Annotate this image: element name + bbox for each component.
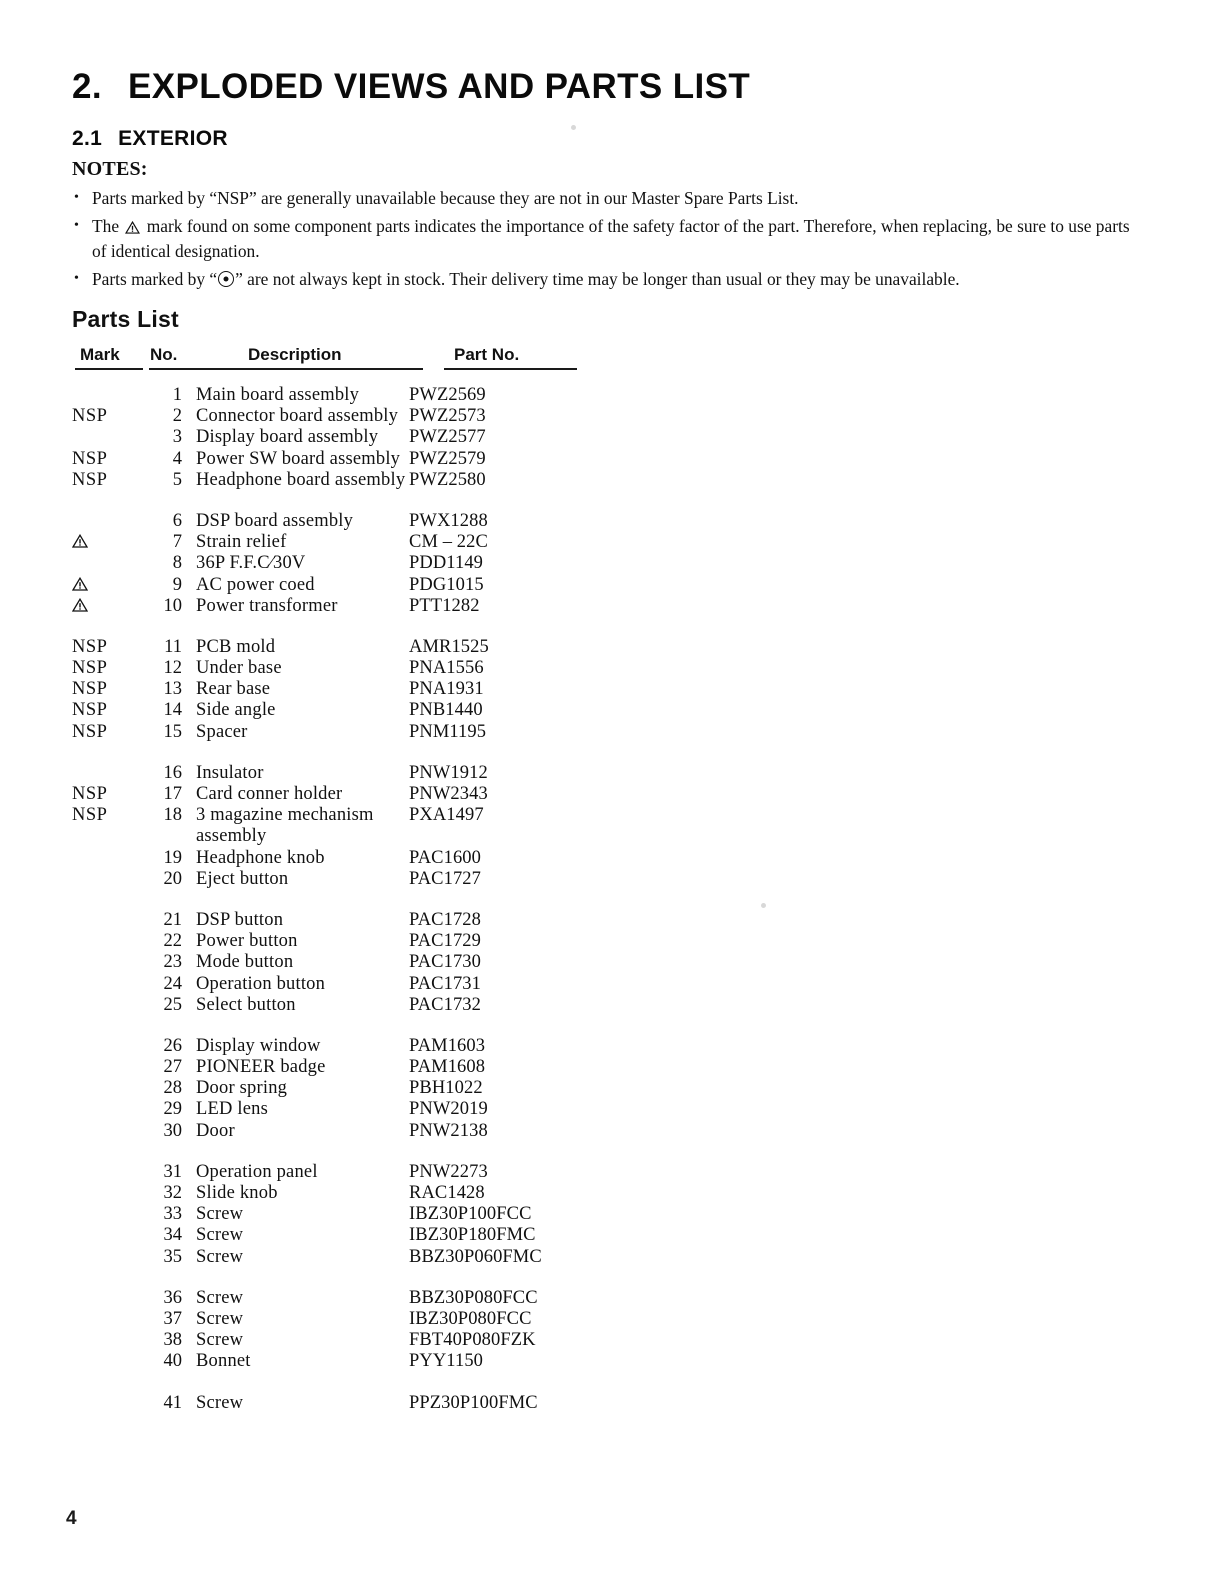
cell-description: DSP button: [196, 909, 284, 930]
note-safety: [72, 214, 1142, 264]
cell-no: 29: [163, 1099, 182, 1120]
cell-no: 13: [163, 679, 182, 700]
cell-description: Main board assembly: [196, 385, 360, 405]
cell-part-no: PAC1729: [409, 931, 481, 952]
cell-part-no: PWX1288: [409, 510, 488, 531]
cell-no: 2: [172, 406, 182, 427]
cell-description-continued: assembly: [196, 826, 267, 847]
cell-description: Screw: [196, 1287, 244, 1308]
cell-description: Eject button: [196, 868, 289, 889]
cell-description: 3 magazine mechanism: [196, 805, 374, 826]
cell-no: 15: [163, 721, 182, 742]
table-row-group: [72, 1393, 632, 1414]
cell-no: 37: [163, 1308, 182, 1329]
cell-description: 36P F.F.C⁄30V: [196, 553, 306, 574]
table-row: [72, 385, 632, 406]
table-row: [72, 931, 632, 952]
cell-part-no: PAC1600: [409, 847, 481, 868]
page-title: [72, 67, 750, 107]
cell-no: 22: [163, 931, 182, 952]
mark-text: NSP: [72, 658, 108, 679]
cell-part-no: PAC1730: [409, 952, 481, 973]
cell-mark: [72, 637, 144, 658]
bullet-icon: •: [74, 218, 79, 233]
mark-text: NSP: [72, 469, 108, 490]
column-header-description: Description: [248, 345, 342, 364]
table-row: [72, 596, 632, 617]
cell-part-no: RAC1428: [409, 1183, 485, 1203]
cell-no: 34: [163, 1225, 182, 1246]
table-row: [72, 995, 632, 1016]
table-row: [72, 449, 632, 470]
section-text: EXTERIOR: [118, 127, 228, 151]
cell-description: Screw: [196, 1308, 244, 1329]
cell-mark: [72, 784, 144, 805]
cell-no: 11: [164, 636, 182, 657]
mark-text: NSP: [72, 448, 108, 469]
cell-description: Rear base: [196, 679, 271, 700]
table-row: [72, 974, 632, 995]
cell-mark: [72, 700, 144, 721]
page-number: 4: [66, 1508, 77, 1529]
cell-mark: [72, 596, 144, 617]
cell-description: Screw: [196, 1225, 244, 1246]
cell-description: Door spring: [196, 1078, 288, 1099]
cell-no: 10: [163, 595, 182, 616]
cell-description: Slide knob: [196, 1183, 278, 1203]
table-row: [72, 427, 632, 448]
cell-part-no: PXA1497: [409, 805, 484, 826]
cell-no: 17: [163, 784, 182, 804]
table-row: [72, 1288, 632, 1309]
table-row: [72, 1204, 632, 1225]
table-row: [72, 532, 632, 553]
cell-no: 5: [172, 469, 182, 490]
table-row-continuation: [72, 826, 632, 847]
table-row-group: [72, 910, 632, 1016]
table-row: [72, 575, 632, 596]
cell-description: Screw: [196, 1246, 244, 1267]
cell-no: 40: [163, 1351, 182, 1372]
mark-text: NSP: [72, 784, 108, 804]
table-row: [72, 1183, 632, 1204]
table-row: [72, 1247, 632, 1268]
cell-no: 33: [163, 1204, 182, 1225]
cell-description: Select button: [196, 994, 296, 1015]
cell-part-no: PNW1912: [409, 762, 488, 783]
cell-part-no: PTT1282: [409, 595, 480, 616]
cell-part-no: PAM1603: [409, 1035, 486, 1056]
cell-part-no: IBZ30P180FMC: [409, 1225, 536, 1246]
cell-mark: [72, 679, 144, 700]
page-title-number: 2.: [72, 67, 102, 107]
table-row-group: [72, 385, 632, 491]
cell-mark: [72, 575, 144, 596]
cell-part-no: PNA1931: [409, 679, 484, 700]
table-row: [72, 869, 632, 890]
cell-description: Spacer: [196, 721, 248, 742]
cell-mark: [72, 532, 144, 553]
cell-no: 20: [163, 868, 182, 889]
table-row: [72, 637, 632, 658]
table-row-group: [72, 1288, 632, 1373]
cell-description: Power transformer: [196, 595, 338, 616]
cell-no: 3: [172, 427, 182, 448]
note-stock: [72, 267, 1142, 292]
cell-no: 31: [163, 1161, 182, 1182]
table-row: [72, 1121, 632, 1142]
circled-dot-icon: [218, 271, 234, 287]
cell-part-no: IBZ30P080FCC: [409, 1308, 532, 1329]
table-row: [72, 470, 632, 491]
cell-part-no: PPZ30P100FMC: [409, 1392, 538, 1413]
table-row: [72, 1225, 632, 1246]
cell-no: 27: [163, 1057, 182, 1078]
cell-mark: [72, 805, 144, 826]
cell-description: PCB mold: [196, 636, 276, 657]
header-rule-mark: [75, 368, 143, 370]
warning-triangle-icon: [72, 534, 88, 548]
column-header-part-no: Part No.: [454, 345, 520, 364]
page-title-text: EXPLODED VIEWS AND PARTS LIST: [128, 67, 751, 107]
cell-part-no: CM – 22C: [409, 532, 488, 553]
cell-part-no: PAC1727: [409, 868, 481, 889]
cell-no: 4: [172, 448, 182, 469]
header-rule-part: [444, 368, 577, 370]
table-row-group: [72, 637, 632, 743]
cell-mark: [72, 470, 144, 491]
warning-triangle-icon: [72, 598, 88, 612]
cell-part-no: PNW2343: [409, 784, 488, 804]
cell-description: Power button: [196, 931, 298, 952]
cell-no: 41: [163, 1392, 182, 1413]
cell-description: Strain relief: [196, 532, 287, 553]
cell-mark: [72, 449, 144, 470]
table-row: [72, 1351, 632, 1372]
cell-part-no: FBT40P080FZK: [409, 1330, 536, 1351]
table-row: [72, 805, 632, 826]
table-row: [72, 1393, 632, 1414]
mark-text: NSP: [72, 636, 108, 657]
cell-part-no: PYY1150: [409, 1351, 484, 1372]
cell-description: Side angle: [196, 700, 276, 721]
cell-description: DSP board assembly: [196, 510, 354, 531]
table-row: [72, 406, 632, 427]
mark-text: NSP: [72, 700, 108, 721]
table-row: [72, 1309, 632, 1330]
cell-part-no: AMR1525: [409, 636, 489, 657]
table-row: [72, 784, 632, 805]
cell-part-no: BBZ30P080FCC: [409, 1287, 538, 1308]
cell-description: Mode button: [196, 952, 294, 973]
note-text: Parts marked by “: [92, 269, 218, 289]
cell-part-no: PDG1015: [409, 574, 484, 595]
cell-part-no: PAC1731: [409, 973, 481, 994]
cell-part-no: PNB1440: [409, 700, 483, 721]
mark-text: NSP: [72, 406, 108, 427]
cell-description: Screw: [196, 1204, 244, 1225]
cell-no: 30: [163, 1120, 182, 1141]
cell-description: Under base: [196, 658, 282, 679]
parts-table: [72, 345, 632, 1434]
cell-part-no: PDD1149: [409, 553, 484, 574]
cell-part-no: PNW2138: [409, 1120, 488, 1141]
cell-description: Power SW board assembly: [196, 448, 401, 469]
scan-speck: [571, 125, 576, 130]
table-row: [72, 722, 632, 743]
cell-mark: [72, 406, 144, 427]
table-row: [72, 553, 632, 574]
cell-no: 26: [163, 1035, 182, 1056]
cell-part-no: PWZ2573: [409, 406, 486, 427]
table-row: [72, 763, 632, 784]
bullet-icon: •: [74, 271, 79, 286]
cell-part-no: IBZ30P100FCC: [409, 1204, 532, 1225]
cell-part-no: PWZ2579: [409, 448, 486, 469]
note-text: Parts marked by “NSP” are generally unavailable because they are not in our Master Spare Parts List.: [92, 188, 799, 208]
cell-description: Display board assembly: [196, 427, 379, 448]
cell-part-no: PWZ2569: [409, 385, 486, 405]
note-text: mark found on some component parts indicates the importance of the safety factor of the part. Therefore, when replacing, be sure to use parts of identical designation.: [92, 216, 1130, 261]
cell-part-no: PNW2019: [409, 1099, 488, 1120]
cell-part-no: PNW2273: [409, 1161, 488, 1182]
cell-no: 6: [172, 510, 182, 531]
cell-part-no: PNM1195: [409, 721, 487, 742]
table-row: [72, 1162, 632, 1183]
cell-no: 14: [163, 700, 182, 721]
cell-no: 7: [172, 532, 182, 553]
cell-no: 16: [163, 762, 182, 783]
notes-list: [72, 186, 1142, 295]
table-row: [72, 1036, 632, 1057]
cell-no: 21: [163, 909, 182, 930]
cell-no: 28: [163, 1078, 182, 1099]
section-number: 2.1: [72, 127, 103, 151]
column-header-no: No.: [150, 345, 178, 364]
table-row: [72, 848, 632, 869]
table-row: [72, 511, 632, 532]
note-text: ” are not always kept in stock. Their delivery time may be longer than usual or they may be unavailable.: [235, 269, 960, 289]
cell-no: 9: [172, 574, 182, 595]
table-row: [72, 658, 632, 679]
cell-part-no: PWZ2577: [409, 427, 486, 448]
cell-no: 8: [172, 553, 182, 574]
column-header-mark: Mark: [80, 345, 120, 364]
table-header-row: [72, 345, 632, 371]
cell-description: Bonnet: [196, 1351, 251, 1372]
bullet-icon: •: [74, 190, 79, 205]
table-row-group: [72, 511, 632, 617]
cell-description: PIONEER badge: [196, 1057, 326, 1078]
cell-no: 38: [163, 1330, 182, 1351]
cell-mark: [72, 722, 144, 743]
cell-description: Headphone knob: [196, 847, 325, 868]
cell-no: 12: [163, 658, 182, 679]
mark-text: NSP: [72, 805, 108, 826]
cell-part-no: PAC1732: [409, 994, 481, 1015]
warning-triangle-icon: [72, 577, 88, 591]
table-row: [72, 700, 632, 721]
table-row: [72, 910, 632, 931]
cell-no: 36: [163, 1287, 182, 1308]
cell-mark: [72, 658, 144, 679]
note-nsp: [72, 186, 1142, 211]
cell-no: 35: [163, 1246, 182, 1267]
warning-triangle-icon: [125, 221, 140, 234]
table-row: [72, 1330, 632, 1351]
cell-description: Insulator: [196, 762, 264, 783]
cell-no: 24: [163, 973, 182, 994]
mark-text: NSP: [72, 679, 108, 700]
cell-description: Operation button: [196, 973, 326, 994]
cell-description: Card conner holder: [196, 784, 343, 804]
cell-description: Connector board assembly: [196, 406, 399, 427]
header-rule-middle: [149, 368, 423, 370]
cell-part-no: BBZ30P060FMC: [409, 1246, 542, 1267]
table-body: [72, 385, 632, 1414]
cell-no: 23: [163, 952, 182, 973]
table-row-group: [72, 763, 632, 890]
cell-description: Screw: [196, 1392, 244, 1413]
table-row: [72, 1078, 632, 1099]
cell-part-no: PNA1556: [409, 658, 484, 679]
cell-no: 19: [163, 847, 182, 868]
cell-no: 1: [172, 385, 182, 405]
table-row: [72, 1099, 632, 1120]
cell-description: Headphone board assembly: [196, 469, 406, 490]
table-row: [72, 1057, 632, 1078]
cell-part-no: PAC1728: [409, 909, 481, 930]
cell-part-no: PAM1608: [409, 1057, 486, 1078]
cell-description: Display window: [196, 1035, 321, 1056]
notes-heading: NOTES:: [72, 158, 148, 180]
parts-list-heading: Parts List: [72, 306, 179, 332]
cell-description: Door: [196, 1120, 235, 1141]
mark-text: NSP: [72, 721, 108, 742]
note-text: The: [92, 216, 124, 236]
table-row: [72, 952, 632, 973]
cell-part-no: PWZ2580: [409, 469, 486, 490]
table-row: [72, 679, 632, 700]
cell-no: 25: [163, 994, 182, 1015]
scan-speck: [761, 903, 766, 908]
table-row-group: [72, 1162, 632, 1268]
cell-description: AC power coed: [196, 574, 315, 595]
cell-description: LED lens: [196, 1099, 268, 1120]
table-row-group: [72, 1036, 632, 1142]
cell-part-no: PBH1022: [409, 1078, 483, 1099]
cell-description: Operation panel: [196, 1161, 318, 1182]
section-heading: [72, 127, 228, 151]
cell-no: 18: [163, 805, 182, 826]
cell-no: 32: [163, 1183, 182, 1203]
cell-description: Screw: [196, 1330, 244, 1351]
